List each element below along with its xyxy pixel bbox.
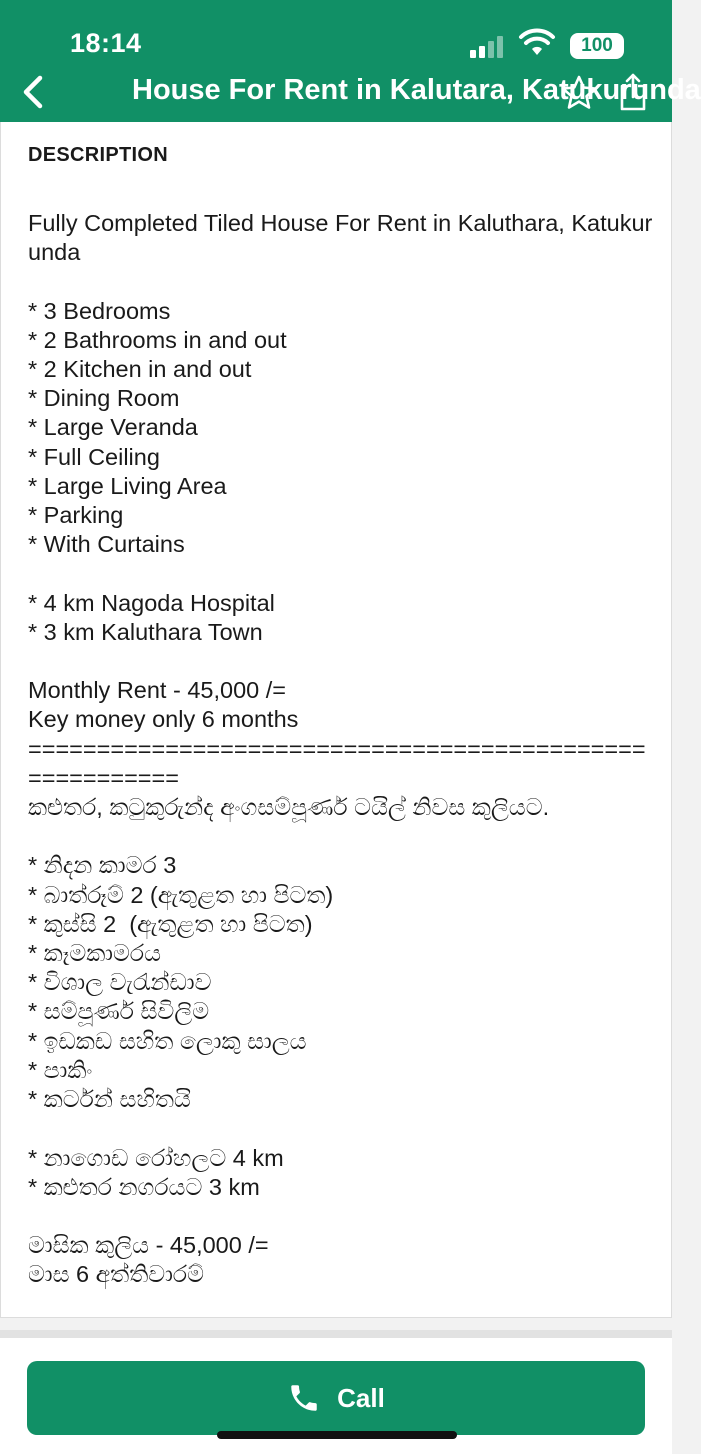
chevron-left-icon[interactable] — [18, 72, 48, 112]
status-time: 18:14 — [70, 28, 142, 58]
star-outline-icon[interactable] — [560, 74, 598, 112]
nav-bar — [0, 64, 701, 122]
phone-icon — [287, 1381, 321, 1415]
cellular-signal-icon — [470, 36, 504, 58]
divider — [0, 1330, 672, 1338]
description-card — [0, 122, 672, 1318]
call-button[interactable] — [27, 1361, 645, 1435]
top-bar — [0, 0, 701, 122]
share-icon[interactable] — [618, 72, 648, 112]
description-heading: DESCRIPTION — [28, 144, 168, 166]
description-text: Fully Completed Tiled House For Rent in Kaluthara, Katukurunda * 3 Bedrooms * 2 Bathrooms in and out * 2 Kitchen in and out * Dining Room * Large Veranda * Full Ceiling * Large Living Area * Parking * With Curtains * 4 km Nagoda Hospital * 3 km Kaluthara Town Monthly Rent - 45,000 /= Key money only 6 months ======================================================== කළුතර, කටුකුරුන්ද අංගසම්පූර්ණ ටයිල් නිවස කුලියට. * නිදන කාමර 3 * බාත්රූම් 2 (ඇතුළත හා පිටත) * කුස්සි 2 (ඇතුළත හා පිටත) * කෑමකාමරය * විශාල වැරැන්ඩාව * සම්පූර්ණ සිවිලිම * ඉඩකඩ සහිත ලොකු සාලය * පාකිං * කර්ටන් සහිතයි * නාගොඩ රෝහලට 4 km * කළුතර නගරයට 3 km මාසික කුලිය - 45,000 /= මාස 6 අත්තිවාරම් — [28, 210, 653, 1288]
call-label: Call — [337, 1382, 385, 1413]
page-title: House For Rent in Kalutara, Katukurunda — [132, 74, 701, 106]
battery-icon: 100 — [570, 33, 624, 59]
home-indicator — [217, 1431, 457, 1439]
wifi-icon — [520, 31, 554, 57]
status-icons — [452, 30, 632, 60]
